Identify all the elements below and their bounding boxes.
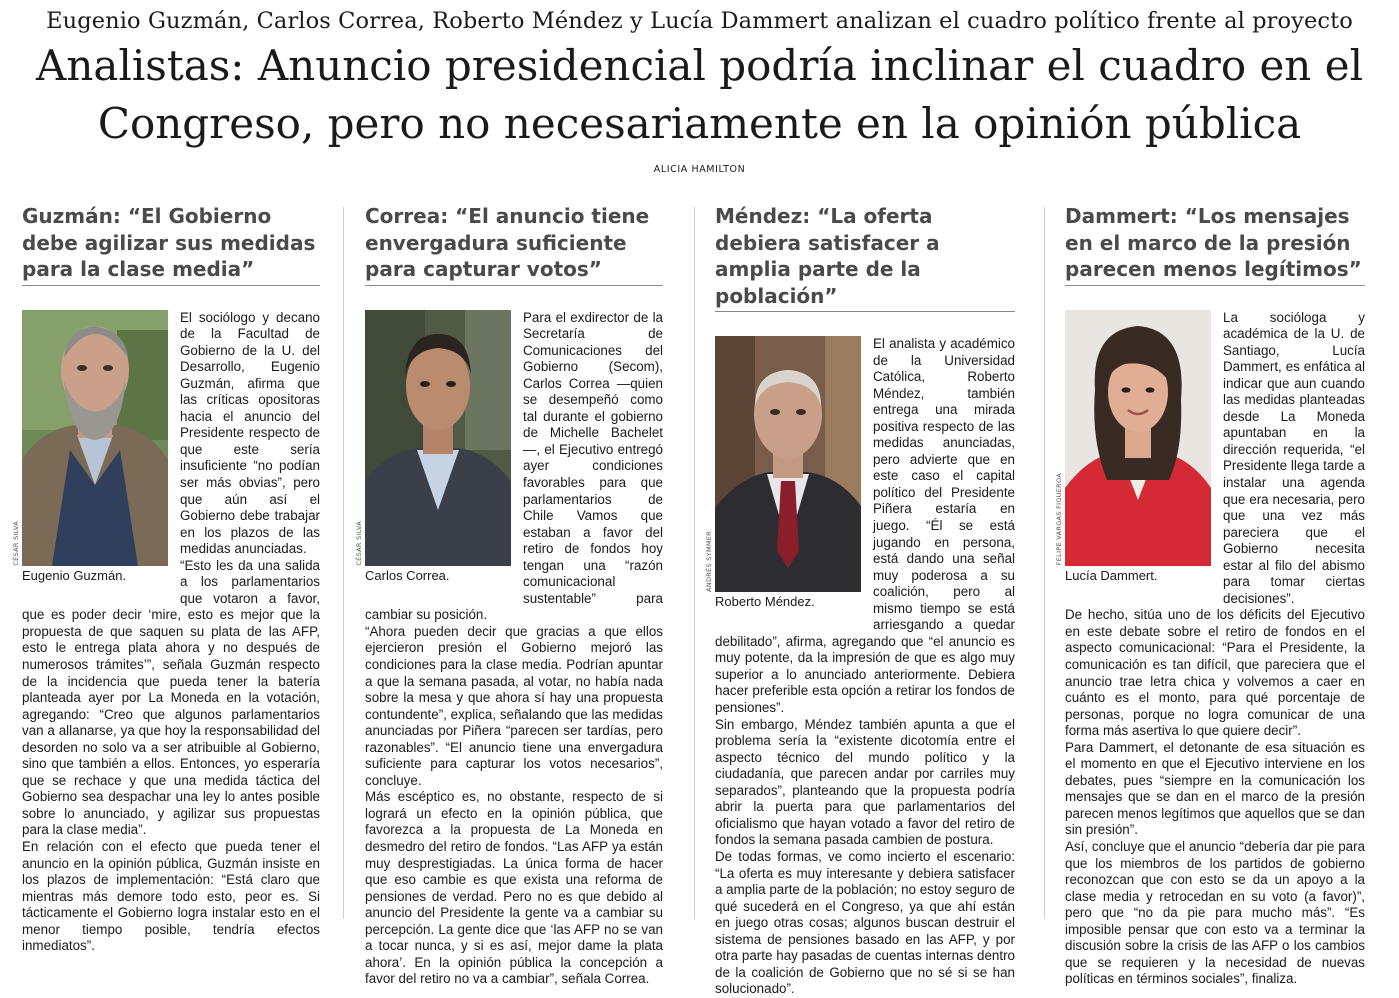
paragraph: “Esto les da una salida a los parlamentarios que votaron a favor, que es poder decir ‘mire, esto es mejor que la propuesta de que saquen su plata de las AFP, esto le entrega plata ahora y no después de numerosos trámites’”, señala Guzmán respecto de la incidencia que pueda tener la batería planteada ayer por La Moneda en la votación, agregando: “Creo que algunos parlamentarios van a allanarse, ya que hoy la responsabilidad del desorden no solo va a ser atribuible al Gobierno, sino que también a ellos. Entonces, yo esperaría que se rechace y que una medida táctica del Gobierno sea despachar una ley lo antes posible sobre lo anunciado, y agilizar sus propuestas para la clase media”. bbox=[22, 557, 320, 838]
paragraph: En relación con el efecto que pueda tener el anuncio en la opinión pública, Guzmán insiste en los plazos de implementación: “Está claro que mientras más demore todo esto, peor es. Si tácticamente el Gobierno logra instalar esto en el menor tiempo posible, tendría efectos inmediatos”. bbox=[22, 839, 320, 954]
column-guzman bbox=[12, 203, 320, 954]
photo-credit: CÉSAR SILVA bbox=[12, 520, 20, 566]
column-divider bbox=[343, 207, 344, 919]
photo-credit: ANDRÉS SYMMER bbox=[705, 531, 713, 592]
column-mendez bbox=[705, 203, 1016, 997]
portrait-photo-dammert bbox=[1055, 310, 1211, 566]
portrait-photo-mendez bbox=[705, 336, 861, 592]
article-kicker: Eugenio Guzmán, Carlos Correa, Roberto Méndez y Lucía Dammert analizan el cuadro político frente al proyecto bbox=[46, 8, 1353, 34]
figure bbox=[12, 310, 168, 592]
article-byline: ALICIA HAMILTON bbox=[653, 164, 746, 175]
column-correa bbox=[355, 203, 663, 987]
photo-caption: Eugenio Guzmán. bbox=[22, 567, 127, 583]
figure bbox=[705, 336, 861, 618]
figure bbox=[355, 310, 511, 592]
column-divider bbox=[694, 207, 695, 919]
paragraph: El analista y académico de la Universidad Católica, Roberto Méndez, también entrega una mirada positiva respecto de las medidas anunciadas, pero advierte que en este caso el capital político del Presidente Piñera estaría en juego. “Él se está jugando en persona, está dando una señal muy poderosa a su coalición, pero al mismo tiempo se está arriesgando a quedar debilitado”, afirma, agregando que “el anuncio es muy potente, da la impresión de que es algo muy superior a lo anunciado anteriormente. Debiera hacer preferible esta opción a retirar los fondos de pensiones”. bbox=[715, 336, 1015, 716]
article-headline: Analistas: Anuncio presidencial podría inclinar el cuadro en el Congreso, pero no necesariamente en la opinión pública bbox=[36, 41, 1363, 148]
paragraph: Para Dammert, el detonante de esa situación es el momento en que el Ejecutivo interviene en los debates, pues “siempre en la comunicación los mensajes que se dan en el marco de la presión parecen menos legítimos que aquellos que se dan sin presión”. bbox=[1065, 739, 1365, 838]
portrait-photo-correa bbox=[355, 310, 511, 566]
paragraph: La socióloga y académica de la U. de Santiago, Lucía Dammert, es enfática al indicar que aun cuando las medidas planteadas desde La Moneda apuntaban en la dirección requerida, “el Presidente llega tarde a instalar una agenda que era necesaria, pero que una vez más pareciera que el Gobierno necesita estar al filo del abismo para tomar ciertas decisiones”. bbox=[1223, 309, 1365, 606]
paragraph: Sin embargo, Méndez también apunta a que el problema sería la “existente dicotomía entre el aspecto técnico del mundo político y la ciudadanía, que parecen andar por carriles muy separados”, planteando que la propuesta podría abrir la puerta para que parlamentarios del oficialismo que hayan votado a favor del retiro de fondos la semana pasada cambien de postura. bbox=[715, 716, 1015, 848]
photo-caption: Lucía Dammert. bbox=[1065, 567, 1158, 583]
paragraph: El sociólogo y decano de la Facultad de Gobierno de la U. del Desarrollo, Eugenio Guzmán, afirma que las críticas opositoras hacia el anuncio del Presidente respecto de que este sería insuficiente “no podían ser más obvias”, pero que aún así el Gobierno debe trabajar en los plazos de las medidas anunciadas. bbox=[180, 309, 320, 557]
paragraph: “Ahora pueden decir que gracias a que ellos ejercieron presión el Gobierno mejoró las condiciones para la clase media. Podrían apuntar a que la semana pasada, al votar, no había nada sobre la mesa y que ahora sí hay una propuesta contundente”, explica, señalando que las medidas anunciadas por Piñera “parecen ser tardías, pero razonables”. “El anuncio tiene una envergadura suficiente para capturar los votos necesarios”, concluye. bbox=[365, 623, 663, 788]
column-headline: Guzmán: “El Gobierno debe agilizar sus medidas para la clase media” bbox=[22, 203, 320, 286]
paragraph: Más escéptico es, no obstante, respecto de si logrará un efecto en la opinión pública, que favorezca a la propuesta de La Moneda en desmedro del retiro de fondos. “Las AFP ya están muy desprestigiadas. La única forma de hacer que eso cambie es que exista una reforma de pensiones de verdad. Pero no es que debido al anuncio del Presidente la gente va a cambiar su percepción. La gente dice que ‘las AFP no se van a tocar nunca, y si es así, mejor dame la plata ahora’. En la opinión pública la concepción a favor del retiro no va a cambiar”, señala Correa. bbox=[365, 789, 663, 987]
column-headline: Dammert: “Los mensajes en el marco de la presión parecen menos legítimos” bbox=[1065, 203, 1365, 286]
column-divider bbox=[1044, 207, 1045, 919]
column-dammert bbox=[1055, 203, 1365, 987]
paragraph: De hecho, sitúa uno de los déficits del Ejecutivo en este debate sobre el retiro de fondos en el aspecto comunicacional: “Para el Presidente, la comunicación es tan difícil, que pareciera que el anuncio trae letra chica y volvemos a caer en cuánto es el monto, para qué porcentaje de personas, porque no logra comunicar de una forma más asertiva lo que quiere decir”. bbox=[1065, 607, 1365, 739]
photo-caption: Roberto Méndez. bbox=[715, 594, 815, 609]
photo-credit: FELIPE VARGAS FIGUEROA bbox=[1055, 473, 1063, 566]
photo-credit: CÉSAR SILVA bbox=[355, 520, 363, 566]
paragraph: De todas formas, ve como incierto el escenario: “La oferta es muy interesante y debiera satisfacer a amplia parte de la población; no estoy seguro de qué sucederá en el Congreso, ya que ahí están en juego otras cosas; algunos buscan destruir el sistema de pensiones basado en las AFP, y por otra parte hay pasadas de cuentas internas dentro de la coalición de Gobierno que no sé si se han solucionado”. bbox=[715, 848, 1016, 997]
paragraph: Así, concluye que el anuncio “debería dar pie para que los miembros de los partidos de gobierno reconozcan que con esto se da un apoyo a la clase media y retrocedan en su voto (a favor)”, pero que “no da pie para mucho más”. “Es imposible pensar que con esto va a terminar la discusión sobre la crisis de las AFP o los cambios que se requieren y la necesidad de nuevas políticas en términos sociales”, finaliza. bbox=[1065, 839, 1365, 987]
column-headline: Méndez: “La oferta debiera satisfacer a amplia parte de la población” bbox=[715, 203, 1015, 312]
photo-caption: Carlos Correa. bbox=[365, 567, 450, 583]
figure bbox=[1055, 310, 1211, 592]
paragraph: Para el exdirector de la Secretaría de Comunicaciones del Gobierno (Secom), Carlos Correa —quien se desempeñó como tal durante el gobierno de Michelle Bachelet—, el Ejecutivo entregó ayer condiciones favorables para que parlamentarios de Chile Vamos que estaban a favor del retiro de fondos hoy tengan una “razón comunicacional sustentable” para cambiar su posición. bbox=[365, 309, 663, 623]
column-headline: Correa: “El anuncio tiene envergadura suficiente para capturar votos” bbox=[365, 203, 663, 286]
portrait-photo-guzman bbox=[12, 310, 168, 566]
